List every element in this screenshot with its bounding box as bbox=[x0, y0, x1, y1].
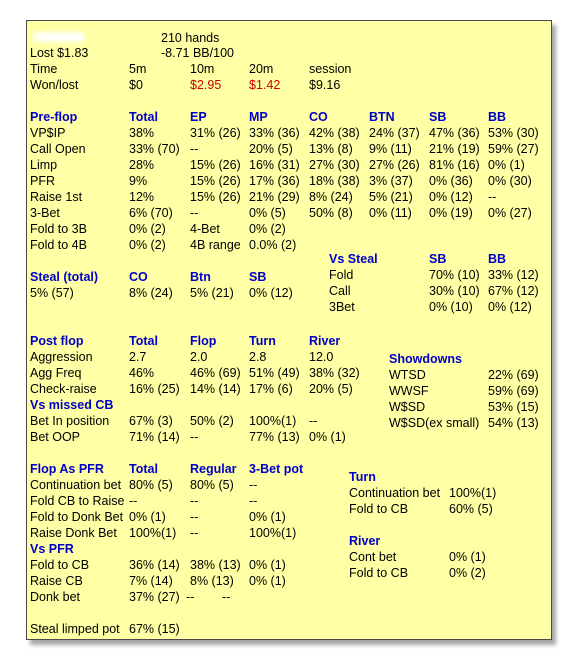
preflop-cell: 15% (26) bbox=[190, 158, 241, 172]
showdown-value: 54% (13) bbox=[488, 416, 539, 430]
vs-steal-label: Call bbox=[329, 284, 351, 298]
missed-cb-cell: 67% (3) bbox=[129, 414, 173, 428]
vs-steal-label: 3Bet bbox=[329, 300, 355, 314]
postflop-cell: 14% (14) bbox=[190, 382, 241, 396]
steal-value: 5% (57) bbox=[30, 286, 74, 300]
postflop-header-turn: Turn bbox=[249, 334, 276, 348]
preflop-header-pre-flop: Pre-flop bbox=[30, 110, 78, 124]
flop-pfr-cell: 0% (1) bbox=[249, 510, 286, 524]
preflop-cell: 24% (37) bbox=[369, 126, 420, 140]
vs-steal-cell: 0% (12) bbox=[488, 300, 532, 314]
vs-pfr-cell: 0% (1) bbox=[249, 574, 286, 588]
missed-cb-label: Bet In position bbox=[30, 414, 110, 428]
showdown-value: 59% (69) bbox=[488, 384, 539, 398]
vs-pfr-heading: Vs PFR bbox=[30, 542, 74, 556]
preflop-header-sb: SB bbox=[429, 110, 447, 124]
preflop-cell: -- bbox=[190, 206, 199, 220]
missed-cb-cell: -- bbox=[309, 414, 318, 428]
preflop-cell: 0% (19) bbox=[429, 206, 473, 220]
steal-header-co: CO bbox=[129, 270, 148, 284]
missed-cb-cell: 71% (14) bbox=[129, 430, 180, 444]
postflop-cell: 12.0 bbox=[309, 350, 334, 364]
postflop-cell: 46% (69) bbox=[190, 366, 241, 380]
postflop-cell: 16% (25) bbox=[129, 382, 180, 396]
vs-steal-header-sb: SB bbox=[429, 252, 447, 266]
preflop-cell: 50% (8) bbox=[309, 206, 353, 220]
preflop-cell: 21% (19) bbox=[429, 142, 480, 156]
preflop-cell: -- bbox=[488, 190, 497, 204]
showdown-label: W$SD bbox=[389, 400, 426, 414]
preflop-cell: 27% (30) bbox=[309, 158, 360, 172]
postflop-cell: 2.7 bbox=[129, 350, 147, 364]
preflop-cell: 33% (36) bbox=[249, 126, 300, 140]
postflop-cell: 51% (49) bbox=[249, 366, 300, 380]
missed-cb-cell: 50% (2) bbox=[190, 414, 234, 428]
vs-pfr-cell: 8% (13) bbox=[190, 574, 234, 588]
preflop-cell: 38% bbox=[129, 126, 155, 140]
flop-pfr-cell: -- bbox=[190, 510, 199, 524]
preflop-cell: 0% (2) bbox=[249, 222, 286, 236]
flop-pfr-label: Fold to Donk Bet bbox=[30, 510, 124, 524]
vs-pfr-cell: 37% (27) bbox=[129, 590, 180, 604]
missed-cb-cell: 77% (13) bbox=[249, 430, 300, 444]
vs-pfr-cell: 36% (14) bbox=[129, 558, 180, 572]
vs-pfr-cell: 38% (13) bbox=[190, 558, 241, 572]
preflop-cell: 21% (29) bbox=[249, 190, 300, 204]
postflop-cell: 38% (32) bbox=[309, 366, 360, 380]
hud-stats-panel bbox=[26, 20, 552, 640]
postflop-header-post-flop: Post flop bbox=[30, 334, 84, 348]
flop-pfr-cell: 80% (5) bbox=[129, 478, 173, 492]
preflop-cell: 9% bbox=[129, 174, 148, 188]
preflop-row-label: Fold to 4B bbox=[30, 238, 87, 252]
vs-steal-cell: 30% (10) bbox=[429, 284, 480, 298]
showdown-value: 22% (69) bbox=[488, 368, 539, 382]
showdown-value: 53% (15) bbox=[488, 400, 539, 414]
vs-pfr-label: Raise CB bbox=[30, 574, 83, 588]
preflop-header-bb: BB bbox=[488, 110, 507, 124]
river-label: Cont bet bbox=[349, 550, 397, 564]
preflop-cell: 0% (12) bbox=[429, 190, 473, 204]
preflop-header-co: CO bbox=[309, 110, 328, 124]
preflop-row-label: VP$IP bbox=[30, 126, 66, 140]
flop-pfr-cell: 0% (1) bbox=[129, 510, 166, 524]
flop-pfr-header-total: Total bbox=[129, 462, 158, 476]
flop-pfr-cell: 80% (5) bbox=[190, 478, 234, 492]
time-cell: 20m bbox=[249, 62, 274, 76]
preflop-cell: -- bbox=[190, 142, 199, 156]
postflop-cell: 20% (5) bbox=[309, 382, 353, 396]
vs-steal-cell: 70% (10) bbox=[429, 268, 480, 282]
steal-header-sb: SB bbox=[249, 270, 267, 284]
showdown-label: WWSF bbox=[389, 384, 429, 398]
wonlost-cell: $2.95 bbox=[190, 78, 222, 92]
preflop-cell: 0% (27) bbox=[488, 206, 532, 220]
flop-pfr-label: Raise Donk Bet bbox=[30, 526, 117, 540]
hands-count: 210 hands bbox=[161, 31, 220, 45]
flop-pfr-cell: 100%(1) bbox=[249, 526, 297, 540]
preflop-row-label: PFR bbox=[30, 174, 55, 188]
flop-pfr-label: Fold CB to Raise bbox=[30, 494, 125, 508]
vs-pfr-cell: -- bbox=[186, 590, 195, 604]
preflop-cell: 27% (26) bbox=[369, 158, 420, 172]
missed-cb-cell: 100%(1) bbox=[249, 414, 297, 428]
turn-value: 100%(1) bbox=[449, 486, 497, 500]
preflop-cell: 0% (11) bbox=[369, 206, 412, 220]
player-name-redacted bbox=[33, 32, 85, 42]
vs-steal-cell: 33% (12) bbox=[488, 268, 539, 282]
preflop-header-total: Total bbox=[129, 110, 158, 124]
flop-pfr-header-3-bet-pot: 3-Bet pot bbox=[249, 462, 304, 476]
preflop-cell: 31% (26) bbox=[190, 126, 241, 140]
missed-cb-cell: 0% (1) bbox=[309, 430, 346, 444]
preflop-cell: 4B range bbox=[190, 238, 241, 252]
preflop-cell: 16% (31) bbox=[249, 158, 300, 172]
river-value: 0% (1) bbox=[449, 550, 486, 564]
showdown-label: WTSD bbox=[389, 368, 426, 382]
preflop-cell: 0% (1) bbox=[488, 158, 525, 172]
flop-pfr-cell: -- bbox=[129, 494, 138, 508]
time-cell: 5m bbox=[129, 62, 147, 76]
preflop-cell: 0% (30) bbox=[488, 174, 532, 188]
preflop-header-mp: MP bbox=[249, 110, 268, 124]
showdown-label: W$SD(ex small) bbox=[389, 416, 480, 430]
preflop-cell: 13% (8) bbox=[309, 142, 353, 156]
preflop-header-btn: BTN bbox=[369, 110, 395, 124]
river-value: 0% (2) bbox=[449, 566, 486, 580]
steal-value: 8% (24) bbox=[129, 286, 173, 300]
preflop-cell: 81% (16) bbox=[429, 158, 480, 172]
missed-cb-label: Bet OOP bbox=[30, 430, 81, 444]
showdowns-heading: Showdowns bbox=[389, 352, 462, 366]
flop-pfr-cell: -- bbox=[249, 494, 258, 508]
preflop-cell: 12% bbox=[129, 190, 155, 204]
vs-steal-label: Fold bbox=[329, 268, 354, 282]
preflop-cell: 5% (21) bbox=[369, 190, 413, 204]
preflop-cell: 6% (70) bbox=[129, 206, 173, 220]
postflop-cell: 2.8 bbox=[249, 350, 267, 364]
flop-pfr-cell: 100%(1) bbox=[129, 526, 177, 540]
postflop-header-river: River bbox=[309, 334, 341, 348]
flop-pfr-cell: -- bbox=[190, 494, 199, 508]
postflop-label: Check-raise bbox=[30, 382, 97, 396]
vs-pfr-label: Fold to CB bbox=[30, 558, 90, 572]
preflop-row-label: Raise 1st bbox=[30, 190, 83, 204]
steal-header-btn: Btn bbox=[190, 270, 211, 284]
preflop-cell: 0% (2) bbox=[129, 238, 166, 252]
turn-label: Fold to CB bbox=[349, 502, 409, 516]
turn-heading: Turn bbox=[349, 470, 376, 484]
postflop-cell: 17% (6) bbox=[249, 382, 293, 396]
time-cell: session bbox=[309, 62, 352, 76]
postflop-header-total: Total bbox=[129, 334, 158, 348]
vs-pfr-label: Donk bet bbox=[30, 590, 81, 604]
turn-value: 60% (5) bbox=[449, 502, 493, 516]
preflop-row-label: Call Open bbox=[30, 142, 86, 156]
flop-pfr-cell: -- bbox=[249, 478, 258, 492]
flop-pfr-header-flop-as-pfr: Flop As PFR bbox=[30, 462, 104, 476]
preflop-cell: 0.0% (2) bbox=[249, 238, 297, 252]
vs-steal-header-bb: BB bbox=[488, 252, 507, 266]
steal-limped-value: 67% (15) bbox=[129, 622, 180, 636]
preflop-cell: 4-Bet bbox=[190, 222, 220, 236]
river-label: Fold to CB bbox=[349, 566, 409, 580]
preflop-cell: 18% (38) bbox=[309, 174, 360, 188]
preflop-cell: 42% (38) bbox=[309, 126, 360, 140]
bb-per-100: -8.71 BB/100 bbox=[161, 46, 234, 60]
preflop-cell: 0% (5) bbox=[249, 206, 286, 220]
river-heading: River bbox=[349, 534, 381, 548]
missed-cb-cell: -- bbox=[190, 430, 199, 444]
wonlost-cell: $1.42 bbox=[249, 78, 281, 92]
vs-steal-cell: 0% (10) bbox=[429, 300, 473, 314]
time-cell: 10m bbox=[190, 62, 215, 76]
flop-pfr-cell: -- bbox=[190, 526, 199, 540]
steal-value: 0% (12) bbox=[249, 286, 293, 300]
preflop-cell: 47% (36) bbox=[429, 126, 480, 140]
preflop-cell: 33% (70) bbox=[129, 142, 180, 156]
flop-pfr-label: Continuation bet bbox=[30, 478, 122, 492]
preflop-cell: 53% (30) bbox=[488, 126, 539, 140]
postflop-cell: 2.0 bbox=[190, 350, 208, 364]
postflop-header-flop: Flop bbox=[190, 334, 217, 348]
preflop-cell: 0% (2) bbox=[129, 222, 166, 236]
lost-amount: Lost $1.83 bbox=[30, 46, 89, 60]
preflop-cell: 15% (26) bbox=[190, 174, 241, 188]
steal-limped-label: Steal limped pot bbox=[30, 622, 120, 636]
preflop-cell: 28% bbox=[129, 158, 155, 172]
preflop-cell: 3% (37) bbox=[369, 174, 413, 188]
time-cell: Time bbox=[30, 62, 58, 76]
turn-label: Continuation bet bbox=[349, 486, 441, 500]
postflop-cell: 46% bbox=[129, 366, 155, 380]
flop-pfr-header-regular: Regular bbox=[190, 462, 237, 476]
preflop-cell: 0% (36) bbox=[429, 174, 473, 188]
postflop-label: Agg Freq bbox=[30, 366, 82, 380]
preflop-cell: 20% (5) bbox=[249, 142, 293, 156]
preflop-cell: 9% (11) bbox=[369, 142, 412, 156]
steal-header-steal-total: Steal (total) bbox=[30, 270, 99, 284]
preflop-cell: 17% (36) bbox=[249, 174, 300, 188]
preflop-row-label: Limp bbox=[30, 158, 58, 172]
preflop-row-label: Fold to 3B bbox=[30, 222, 87, 236]
vs-steal-cell: 67% (12) bbox=[488, 284, 539, 298]
vs-pfr-cell: 0% (1) bbox=[249, 558, 286, 572]
vs-pfr-cell: 7% (14) bbox=[129, 574, 173, 588]
steal-value: 5% (21) bbox=[190, 286, 234, 300]
wonlost-cell: Won/lost bbox=[30, 78, 79, 92]
vs-missed-cb-heading: Vs missed CB bbox=[30, 398, 114, 412]
preflop-header-ep: EP bbox=[190, 110, 207, 124]
vs-pfr-cell: -- bbox=[222, 590, 231, 604]
preflop-cell: 15% (26) bbox=[190, 190, 241, 204]
preflop-cell: 59% (27) bbox=[488, 142, 539, 156]
preflop-row-label: 3-Bet bbox=[30, 206, 60, 220]
wonlost-cell: $9.16 bbox=[309, 78, 341, 92]
postflop-label: Aggression bbox=[30, 350, 93, 364]
vs-steal-header-vs-steal: Vs Steal bbox=[329, 252, 378, 266]
preflop-cell: 8% (24) bbox=[309, 190, 353, 204]
wonlost-cell: $0 bbox=[129, 78, 143, 92]
